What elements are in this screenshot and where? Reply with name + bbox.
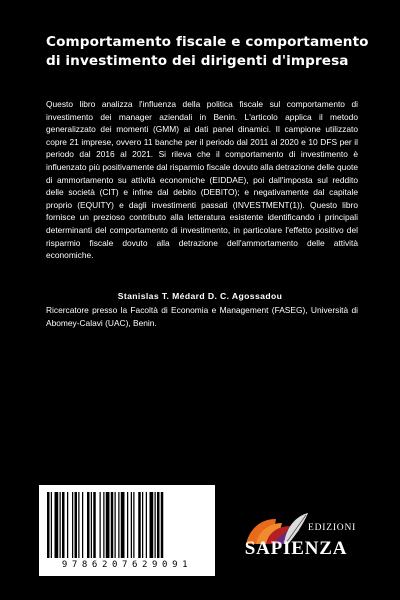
- isbn-number: 9786207629091: [61, 560, 193, 570]
- author-affiliation: Ricercatore presso la Facoltà di Economia e Management (FASEG), Università di Abomey-Calavi (UAC), Benin.: [46, 305, 358, 328]
- book-title: Comportamento fiscale e comportamento di investimento dei dirigenti d'impresa: [46, 34, 369, 69]
- publisher-name: SAPIENZA: [244, 538, 348, 559]
- author-name: Stanislas T. Médard D. C. Agossadou: [117, 291, 283, 301]
- publisher-imprint: EDIZIONI: [308, 523, 357, 533]
- book-summary: Questo libro analizza l'influenza della politica fiscale sul comportamento di investimento dei manager aziendali in Benin. L'articolo applica il metodo generalizzato dei momenti (GMM) ai dati panel dinamici. Il campione utilizzato copre 21 imprese, ovvero 11 banche per il periodo dal 2011 al 2020 e 10 DFS per il periodo dal 2016 al 2021. Si rileva che il comportamento di investimento è influenzato più positivamente dal risparmio fiscale dovuto alla detrazione delle quote di ammortamento su attività economiche (EIDDAE), poi dall'imposta sul reddito delle società (CIT) e infine dal debito (DEBITO); e negativamente dal capitale proprio (EQUITY) e dagli investimenti passati (INVESTMENT(1)). Questo libro fornisce un prezioso contributo alla letteratura esistente identificando i principali determinanti del comportamento di investimento, in particolare l'effetto positivo del risparmio fiscale dovuto alla detrazione dell'ammortamento delle attività economiche.: [46, 99, 358, 261]
- publisher-logo: [232, 511, 372, 571]
- barcode-bars: [45, 492, 209, 558]
- isbn-barcode: [39, 485, 215, 576]
